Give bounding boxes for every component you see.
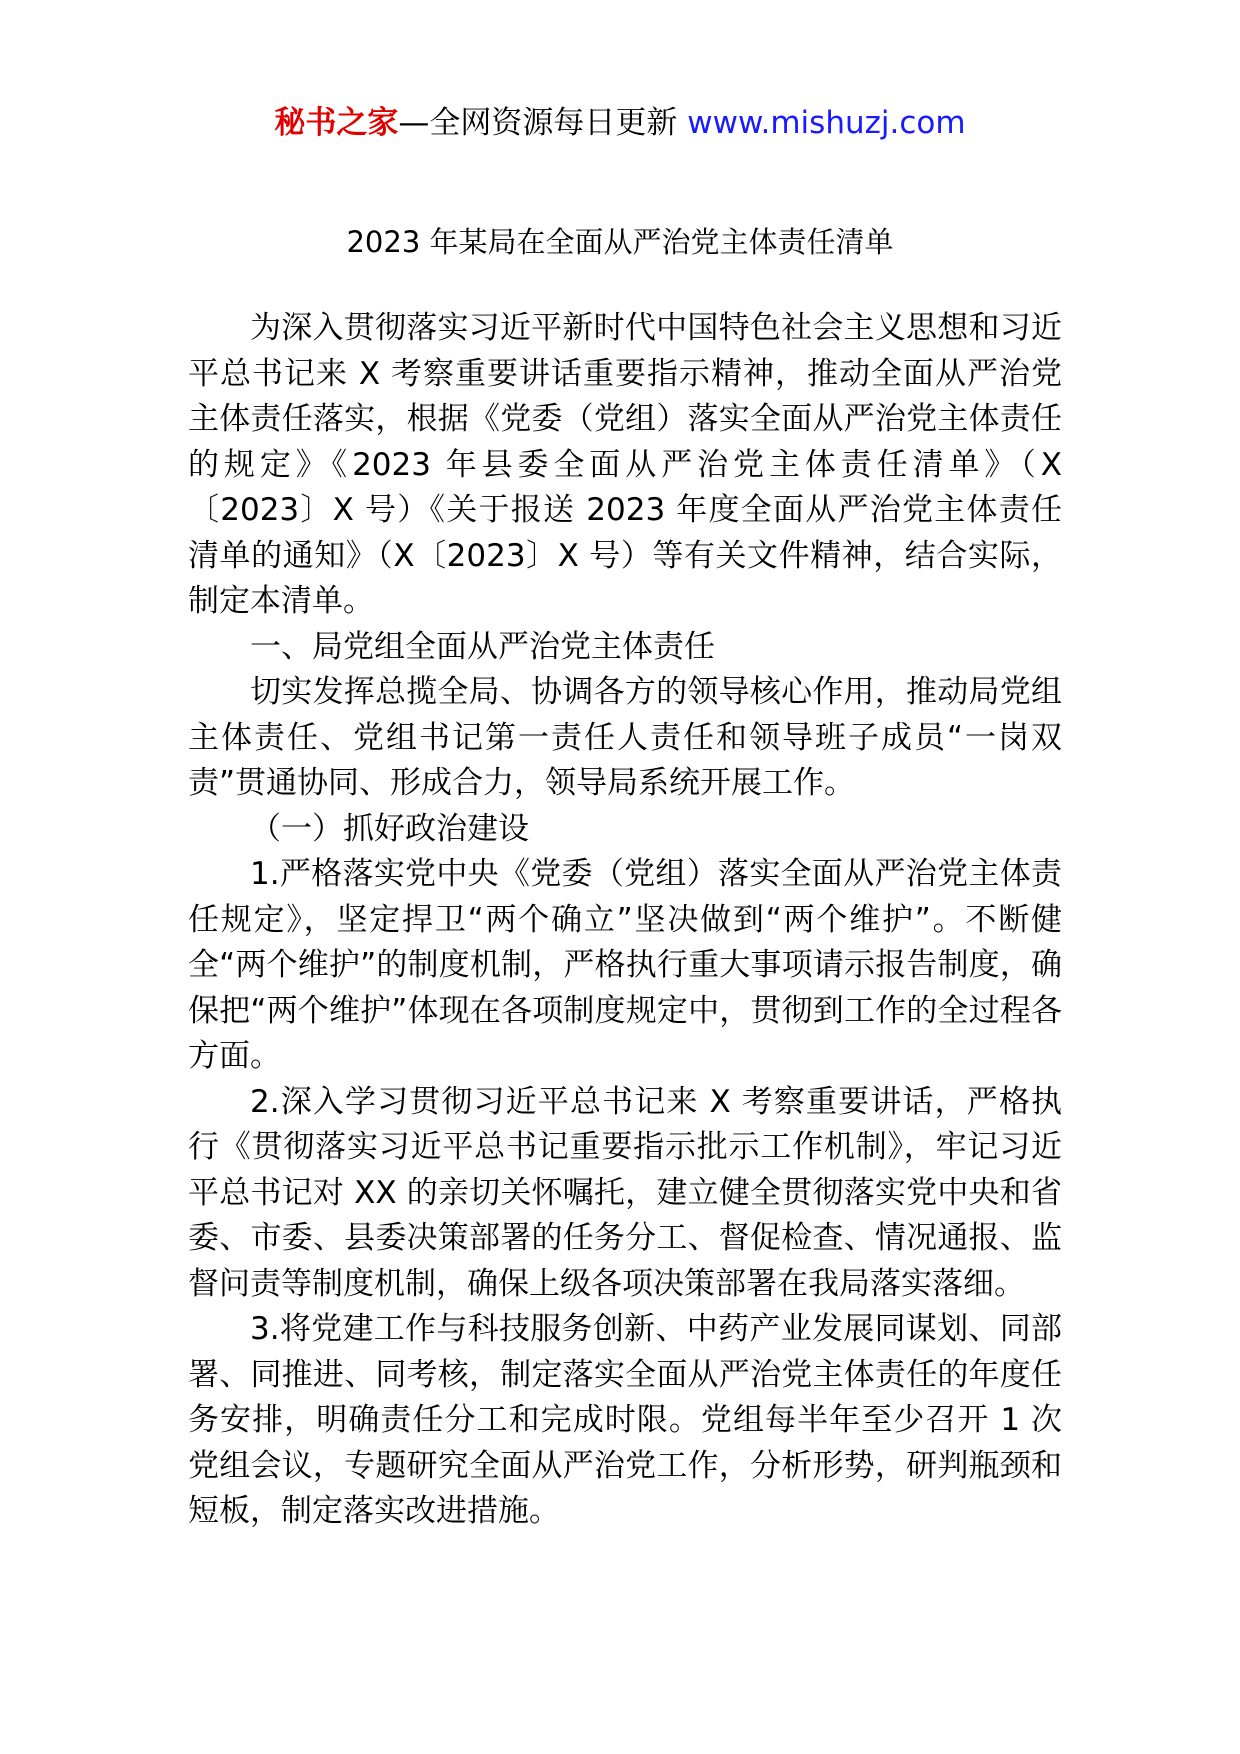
site-url-link[interactable]: www.mishuzj.com	[687, 105, 966, 141]
document-body	[188, 306, 1062, 1535]
item-paragraph-3: 3.将党建工作与科技服务创新、中药产业发展同谋划、同部署、同推进、同考核，制定落实全面从严治党主体责任的年度任务安排，明确责任分工和完成时限。党组每半年至少召开 1 次党组会议，专题研究全面从严治党工作，分析形势，研判瓶颈和短板，制定落实改进措施。	[188, 1311, 1062, 1529]
item-paragraph-1: 1.严格落实党中央《党委（党组）落实全面从严治党主体责任规定》，坚定捍卫“两个确立”坚决做到“两个维护”。不断健全“两个维护”的制度机制，严格执行重大事项请示报告制度，确保把“两个维护”体现在各项制度规定中，贯彻到工作的全过程各方面。	[188, 856, 1062, 1074]
document-title: 2023 年某局在全面从严治党主体责任清单	[346, 225, 894, 259]
section-paragraph: 切实发挥总揽全局、协调各方的领导核心作用，推动局党组主体责任、党组书记第一责任人责任和领导班子成员“一岗双责”贯通协同、形成合力，领导局系统开展工作。	[188, 674, 1062, 801]
site-brand: 秘书之家	[274, 105, 399, 141]
site-banner	[0, 100, 1240, 146]
item-paragraph-2: 2.深入学习贯彻习近平总书记来 X 考察重要讲话，严格执行《贯彻落实习近平总书记重要指示批示工作机制》，牢记习近平总书记对 XX 的亲切关怀嘱托，建立健全贯彻落实党中央和省委、市委、县委决策部署的任务分工、督促检查、情况通报、监督问责等制度机制，确保上级各项决策部署在我局落实落细。	[188, 1083, 1062, 1302]
site-slogan: —全网资源每日更新	[398, 105, 688, 141]
section-heading: 一、局党组全面从严治党主体责任	[250, 628, 715, 665]
subsection-heading: （一）抓好政治建设	[250, 810, 529, 847]
intro-paragraph: 为深入贯彻落实习近平新时代中国特色社会主义思想和习近平总书记来 X 考察重要讲话重要指示精神，推动全面从严治党主体责任落实，根据《党委（党组）落实全面从严治党主体责任的规定》《2023 年县委全面从严治党主体责任清单》（X〔2023〕X 号）《关于报送 2023 年度全面从严治党主体责任清单的通知》（X〔2023〕X 号）等有关文件精神，结合实际，制定本清单。	[188, 310, 1062, 619]
